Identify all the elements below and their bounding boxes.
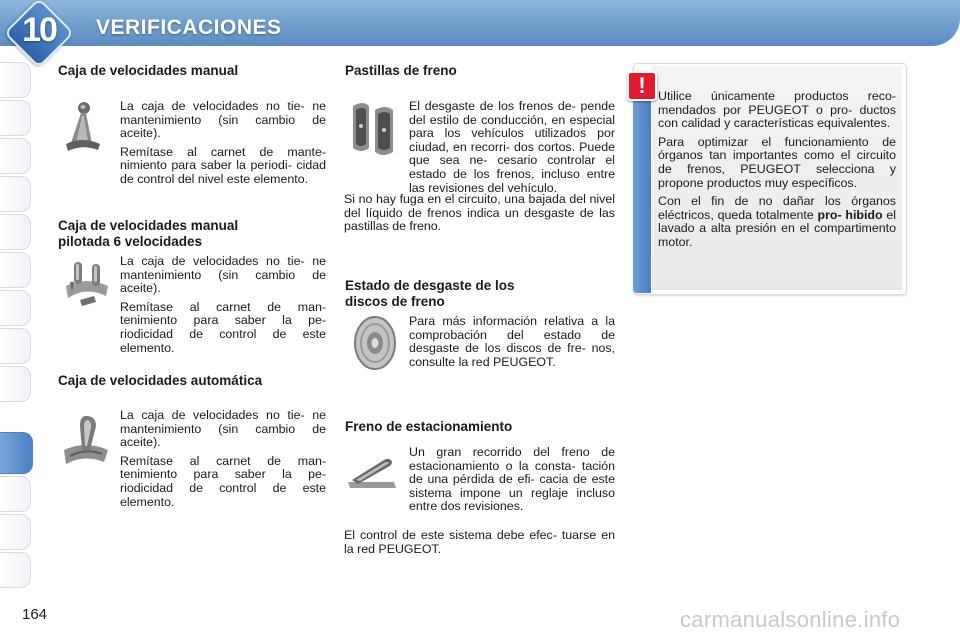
warning-text	[658, 90, 896, 255]
section-title-manual: Caja de velocidades manual	[58, 63, 239, 78]
pastillas-paragraph-1: El desgaste de los frenos de- pende del estilo de conducción, en especial para los vehículos utilizados por ciudad, en recorri- dos cortos. Puede que sea ne- cesario controlar el estado de los frenos, incluso entre las revisiones del vehículo.	[409, 99, 615, 195]
warning-paragraph-1: Utilice únicamente productos reco- mendados por PEUGEOT o pro- ductos con calidad y características equivalentes.	[658, 89, 896, 131]
chapter-tab[interactable]	[0, 138, 31, 174]
chapter-tab[interactable]	[0, 100, 31, 136]
pilotada-text	[120, 255, 326, 360]
section-title-pilotada-line-1: Caja de velocidades manual	[58, 218, 239, 233]
piloted-gearbox-icon	[60, 256, 112, 308]
chapter-tab[interactable]	[0, 328, 31, 364]
chapter-tab[interactable]	[0, 62, 31, 98]
warning-paragraph-2: Para optimizar el funcionamiento de órganos tan importantes como el circuito de frenos, PEUGEOT selecciona y propone productos muy específicos.	[658, 134, 896, 190]
pastillas-text-2	[344, 193, 615, 239]
chapter-number: 10	[22, 11, 56, 49]
brake-pads-icon	[347, 98, 399, 158]
estacionamiento-text-1	[409, 446, 615, 519]
parking-brake-icon	[344, 452, 400, 494]
chapter-tab[interactable]	[0, 476, 31, 512]
brake-disc-icon	[350, 314, 400, 372]
page-title: VERIFICACIONES	[96, 16, 282, 39]
chapter-tab[interactable]	[0, 290, 31, 326]
section-title-discos-line-1: Estado de desgaste de los	[345, 278, 515, 293]
chapter-tab[interactable]	[0, 366, 31, 402]
automatica-paragraph-2: Remítase al carnet de man- tenimiento para saber la pe- riodicidad de control de este elemento.	[120, 453, 326, 509]
warning-paragraph-3	[658, 195, 896, 249]
discos-paragraph-1: Para más información relativa a la comprobación del estado de desgaste de los discos de fre- nos, consulte la red PEUGEOT.	[409, 314, 615, 369]
chapter-tab[interactable]	[0, 514, 31, 550]
discos-text	[409, 315, 615, 374]
automatica-paragraph-1: La caja de velocidades no tie- ne mantenimiento (sin cambio de aceite).	[120, 408, 326, 450]
estacionamiento-text-2	[344, 529, 615, 561]
section-title-discos	[345, 278, 515, 310]
warning-paragraph-3-bold: pro- hibido	[817, 207, 883, 222]
estacionamiento-paragraph-1: Un gran recorrido del freno de estacionamiento o la consta- tación de una pérdida de efi- cacia de este sistema impone un reglaje incluso entre dos revisiones.	[409, 445, 615, 514]
manual-text	[120, 100, 326, 192]
section-title-estacionamiento: Freno de estacionamiento	[345, 419, 513, 434]
pilotada-paragraph-2: Remítase al carnet de man- tenimiento para saber la pe- riodicidad de control de este elemento.	[120, 299, 326, 355]
section-title-pilotada-line-2: pilotada 6 velocidades	[58, 234, 203, 249]
pastillas-paragraph-2: Si no hay fuga en el circuito, una bajada del nivel del líquido de frenos indica un desgaste de las pastillas de freno.	[344, 192, 615, 234]
chapter-tab[interactable]	[0, 214, 31, 250]
section-title-automatica: Caja de velocidades automática	[58, 373, 263, 388]
warning-icon: !	[627, 71, 657, 101]
automatica-text	[120, 409, 326, 514]
manual-paragraph-2: Remítase al carnet de mante- nimiento para saber la periodi- cidad de control del nivel este elemento.	[120, 144, 326, 186]
manual-paragraph-1: La caja de velocidades no tie- ne mantenimiento (sin cambio de aceite).	[120, 99, 326, 141]
chapter-tab[interactable]	[0, 176, 31, 212]
warning-side-bar	[633, 88, 651, 293]
pastillas-text-1	[409, 100, 615, 195]
section-title-discos-line-2: discos de freno	[345, 294, 445, 309]
warning-paragraph-3-start: Con el fin de no dañar los órganos eléctricos, queda totalmente	[658, 194, 896, 222]
chapter-tab[interactable]	[0, 252, 31, 288]
automatic-selector-icon	[60, 412, 110, 466]
section-title-pastillas: Pastillas de freno	[345, 63, 457, 78]
gear-lever-icon	[62, 100, 104, 154]
estacionamiento-paragraph-2: El control de este sistema debe efec- tuarse en la red PEUGEOT.	[344, 528, 615, 556]
page-number: 164	[22, 606, 48, 623]
chapter-tab-active[interactable]	[0, 432, 33, 474]
pilotada-paragraph-1: La caja de velocidades no tie- ne mantenimiento (sin cambio de aceite).	[120, 254, 326, 296]
section-title-pilotada	[58, 218, 238, 250]
warning-paragraph-3-end: el lavado a alta presión en el compartimento motor.	[658, 207, 896, 249]
watermark: carmanualsonline.info	[680, 607, 901, 632]
chapter-tab[interactable]	[0, 552, 31, 588]
